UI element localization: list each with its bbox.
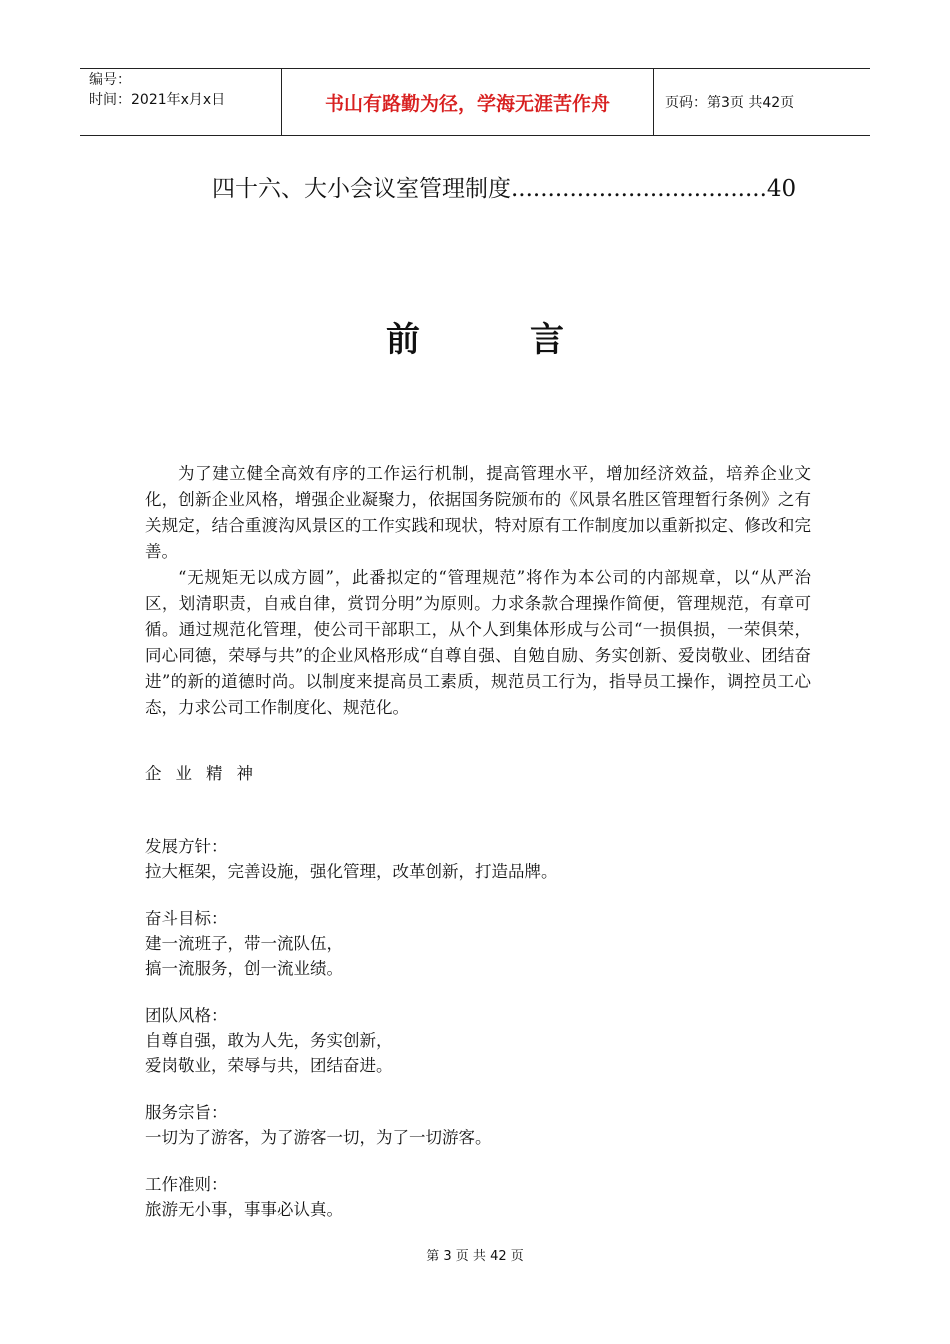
section-line-goal-2: 搞一流服务，创一流业绩。 [145,959,343,978]
section-line-goal-1: 建一流班子，带一流队伍， [145,934,343,953]
header-page-info: 页码：第3页 共42页 [665,95,795,111]
section-line-development-1: 拉大框架，完善设施，强化管理，改革创新，打造品牌。 [145,862,558,881]
page-header [80,68,870,136]
spirit-title: 企业精神 [145,764,267,783]
footer-prefix: 第 [426,1249,440,1264]
toc-entry-dots: ................................... [511,176,767,202]
section-label-goal: 奋斗目标： [145,909,228,928]
section-line-team-2: 爱岗敬业，荣辱与共，团结奋进。 [145,1056,393,1075]
footer-suffix: 页 [510,1249,524,1264]
paragraph-2-block [145,565,811,721]
paragraph-1: 为了建立健全高效有序的工作运行机制，提高管理水平，增加经济效益，培养企业文化，创新企业风格，增强企业凝聚力，依据国务院颁布的《风景名胜区管理暂行条例》之有关规定，结合重渡沟风景区的工作实践和现状，特对原有工作制度加以重新拟定、修改和完善。 [145,464,811,561]
section-label-service: 服务宗旨： [145,1103,228,1122]
footer-total-pages: 42 [490,1249,507,1264]
section-label-work: 工作准则： [145,1175,228,1194]
section-heading [0,312,950,361]
paragraph-2: “无规矩无以成方圆”，此番拟定的“管理规范”将作为本公司的内部规章，以“从严治区，划清职责，自戒自律，赏罚分明”为原则。力求条款合理操作简便，管理规范，有章可循。通过规范化管理，使公司干部职工，从个人到集体形成与公司“一损俱损，一荣俱荣，同心同德，荣辱与共”的企业风格形成“自尊自强、自勉自励、务实创新、爱岗敬业、团结奋进”的新的道德时尚。以制度来提高员工素质，规范员工行为，指导员工操作，调控员工心态，力求公司工作制度化、规范化。 [145,568,811,717]
header-meta-cell [80,69,282,135]
toc-entry-page: 40 [766,176,797,202]
paragraph-1-block [145,461,811,565]
section-line-work-1: 旅游无小事，事事必认真。 [145,1200,343,1219]
heading-char-2: 言 [530,320,564,360]
toc-entry-title: 四十六、大小会议室管理制度 [212,176,511,202]
section-line-team-1: 自尊自强，敢为人先，务实创新， [145,1031,393,1050]
header-motto: 书山有路勤为径，学海无涯苦作舟 [282,69,654,135]
footer-mid: 页 共 [455,1249,486,1264]
page-footer [0,1245,950,1264]
code-label: 编号： [89,72,131,88]
toc-entry [212,170,796,203]
section-line-service-1: 一切为了游客，为了游客一切，为了一切游客。 [145,1128,492,1147]
heading-char-1: 前 [386,320,420,360]
date-label: 时间：2021年x月x日 [89,92,226,108]
section-label-team: 团队风格： [145,1006,228,1025]
footer-page-number: 3 [443,1249,452,1264]
section-label-development: 发展方针： [145,837,228,856]
